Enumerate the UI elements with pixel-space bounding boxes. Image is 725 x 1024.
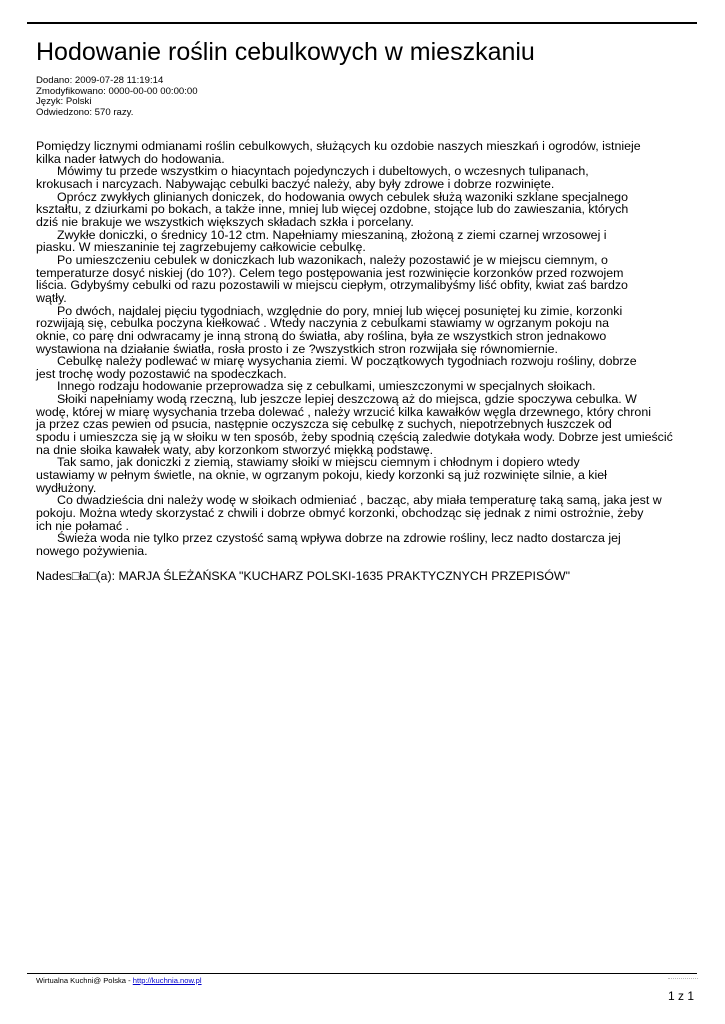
body-line: wydłużony. [36, 480, 97, 495]
body-line: Po dwóch, najdalej pięciu tygodniach, względnie do pory, mniej lub więcej posuniętej ku zimie, korzonki [57, 303, 623, 318]
body-line: wątły. [36, 290, 67, 305]
body-line: Tak samo, jak doniczki z ziemią, stawiamy słoiki w miejscu ciemnym i chłodnym i dopiero wtedy [57, 455, 580, 470]
page-number: 1 z 1 [667, 989, 694, 1003]
body-line: Zwykłe doniczki, o średnicy 10-12 ctm. Napełniamy mieszaniną, złożoną z ziemi czarnej wrzosowej i [57, 227, 607, 242]
article-signature: Nades□ła□(a): MARJA ŚLEŻAŃSKA "KUCHARZ POLSKI-1635 PRAKTYCZNYCH PRZEPISÓW" [36, 568, 570, 583]
body-line: ustawiamy w pełnym świetle, na oknie, w ogrzanym pokoju, kiedy korzonki są już rozwinięte silnie, a kieł [36, 468, 607, 483]
meta-language: Język: Polski [36, 96, 92, 108]
body-line: pokoju. Można wtedy skorzystać z chwili i dobrze obmyć korzonki, obchodząc się jednak z nimi ostrożnie, żeby [36, 506, 644, 521]
footer-site-link[interactable]: http://kuchnia.now.pl [132, 976, 202, 985]
body-line: piasku. W mieszaninie tej zagrzebujemy całkowicie cebulkę. [36, 240, 366, 255]
article-meta [36, 76, 198, 118]
body-line: Pomiędzy licznymi odmianami roślin cebulkowych, służących ku ozdobie naszych mieszkań i ogrodów, istnieje [36, 139, 641, 153]
body-line: jest trochę wody pozostawić na spodeczkach. [36, 366, 287, 381]
body-line: kilka nader łatwych do hodowania. [36, 151, 225, 166]
footer-rule [27, 973, 697, 974]
meta-modified: Zmodyfikowano: 0000-00-00 00:00:00 [36, 85, 198, 97]
body-line: oknie, co parę dni odwracamy je inną stroną do światła, aby roślina, była ze wszystkich stron jednakowo [36, 328, 607, 343]
body-line: Mówimy tu przede wszystkim o hiacyntach pojedynczych i dubeltowych, o wczesnych tulipanach, [57, 164, 589, 179]
footer-stamp [668, 978, 698, 981]
body-line: temperaturze dosyć niskiej (do 10?). Celem tego postępowania jest rozwinięcie korzonków przed rozwojem [36, 265, 624, 280]
body-line: Po umieszczeniu cebulek w doniczkach lub wazonikach, należy pozostawić je w miejscu ciemnym, o [57, 252, 608, 267]
meta-added: Dodano: 2009-07-28 11:19:14 [36, 75, 164, 86]
body-line: kształtu, z dziurkami po bokach, a także inne, mniej lub więcej ozdobne, stojące lub do zawieszania, których [36, 202, 629, 217]
body-line: Świeża woda nie tylko przez czystość samą wpływa dobrze na zdrowie rośliny, lecz nadto dostarcza jej [57, 531, 621, 546]
body-line: krokusach i narcyzach. Nabywając cebulki baczyć należy, aby były zdrowe i dobrze rozwinięte. [36, 176, 555, 191]
body-line: Co dwadzieścia dni należy wodę w słoikach odmieniać , bacząc, aby miała temperaturę taką samą, jaka jest w [57, 493, 662, 508]
body-line: nowego pożywienia. [36, 544, 148, 558]
header-rule [27, 22, 697, 24]
footer-site-name: Wirtualna Kuchni@ Polska - [36, 976, 133, 985]
body-line: dziś nie brakuje we wszystkich większych składach szkła i porcelany. [36, 214, 414, 229]
body-line: ja przez czas pewien od psucia, następnie oczyszcza się cebulkę z suchych, niepotrzebnych łuszczek od [36, 417, 612, 432]
body-line: Cebulkę należy podlewać w miarę wysychania ziemi. W początkowych tygodniach rozwoju rośliny, dobrze [57, 354, 637, 369]
body-line: liścia. Gdybyśmy cebulki od razu pozostawili w miejscu ciepłym, otrzymalibyśmy liść obfity, kwiat zaś bardzo [36, 278, 628, 293]
meta-visited: Odwiedzono: 570 razy. [36, 106, 134, 118]
body-line: wodę, której w miarę wysychania trzeba dolewać , należy wrzucić kilka kawałków węgla drzewnego, który chroni [36, 404, 651, 419]
body-line: ich nie połamać . [36, 518, 129, 533]
body-line: spodu i umieszcza się ją w słoiku w ten sposób, żeby spodnią częścią zaledwie dotykała wody. Dobrze jest umieścić [36, 430, 673, 445]
body-line: Innego rodzaju hodowanie przeprowadza się z cebulkami, umieszczonymi w specjalnych słoikach. [57, 379, 596, 394]
body-line: na dnie słoika kawałek waty, aby korzonkom stworzyć miękką podstawę. [36, 442, 434, 457]
body-line: rozwijają się, cebulka poczyna kiełkować . Wtedy naczynia z cebulkami stawiamy w ogrzanym pokoju na [36, 316, 609, 331]
article-body [36, 140, 686, 582]
body-line: Oprócz zwykłych glinianych doniczek, do hodowania owych cebulek służą wazoniki szklane specjalnego [57, 189, 628, 204]
page-footer [36, 976, 202, 985]
body-line: wystawiona na działanie światła, rosła prosto i ze ?wszystkich stron rozwijała się równomiernie. [36, 341, 558, 356]
article-title: Hodowanie roślin cebulkowych w mieszkaniu [36, 38, 535, 66]
body-line: Słoiki napełniamy wodą rzeczną, lub jeszcze lepiej deszczową aż do miejsca, gdzie spoczywa cebulka. W [57, 392, 637, 407]
